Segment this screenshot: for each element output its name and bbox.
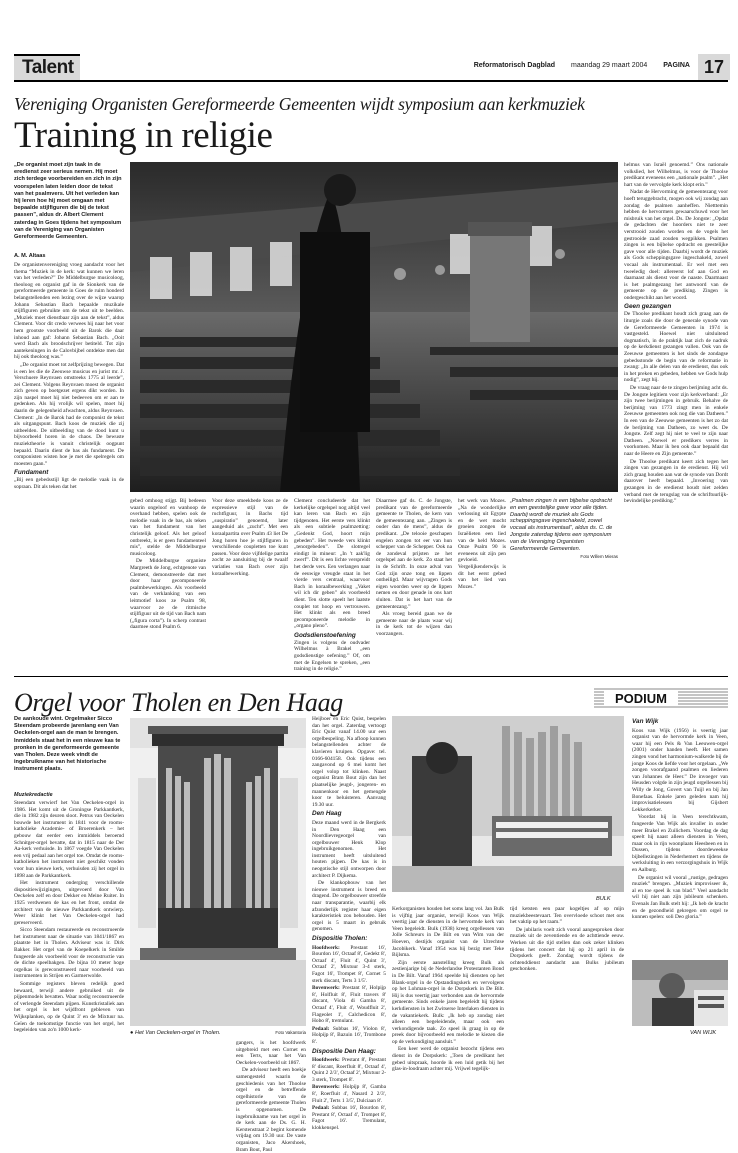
subhead-geen-gezangen: Geen gezangen	[624, 303, 672, 311]
article1-paragraph: De vraag naar de te zingen berijming acht ds. De Jongste legitiem voor zijn kerkverband: „Er zijn twee berijmingen in gebruik. Behalve de berijming van 1773 zingt men in enkele Zeeuwse gemeenten ook nog die van Datheen.” In een van de Zeeuwse gemeenten is het zo dat de berijming van Datheen, zo weet ds. De Jongste. Zelf zegt hij niet te veel te zijn naar Datheen. „Noewel er predikers verres in voorkomen. Maar ik ben ook daar bepaald dat naar de Heere en Zijn gemeente.”	[624, 385, 728, 457]
article2-column-2	[236, 1040, 306, 1153]
article1-paragraph: het werk van Mozes. „Na de wonderlijke verlossing uit Egypte en de wet mocht groeien zongen de Israëlieten een lied van de held Mozes. Onze Psalm 90 is eveneens uit zijn pen gevloeid. Vergelijkenderwijs is dit het eerst gebed van het lied van Mozes.”	[458, 498, 506, 590]
article1-column-3	[212, 498, 288, 672]
article2-paragraph: Een keer werd de organist bezocht tijdens een dienst in de Dorpskerk: „Toen de predikant het gebed uitspraak, hoorde ik een luid getik bij het glas-in-loodraam achter mij. Vrijwel tegelijk-	[392, 1046, 504, 1073]
article1-column-4	[294, 498, 370, 672]
article1-kicker: Vereniging Organisten Gereformeerde Gemeenten wijdt symposium aan kerkmuziek	[14, 94, 585, 114]
article2-column-bulk-2	[510, 906, 624, 1062]
issue-date: maandag 29 maart 2004	[571, 62, 648, 69]
article2-column-vanwijk	[632, 716, 728, 956]
article1-paragraph: Zingen is volgens de oudvader Wilhelmus à Brakel „een godsdienstige oefening.” Of, om met de Engelsen te spreken, „een training in de religie.”	[294, 639, 370, 673]
article2-paragraph: Het instrument onderging verschillende dispositiewijzigingen, uitgevoerd door Van Oeckelen zelf en door Dekker en Meine Ruiter. In 1925 verdwenen de kas en het front, omdat de architect van de nieuwe Parkkantkerk ontwierp. Weer klinkt het Van Oeckelen-orgel had gereserveerd.	[14, 880, 124, 926]
article2-paragraph: Zijn eerste aanstelling kreeg Bulk als zestienjarige bij de Nederlandse Protestanten Bond in De Bilt. Vanaf 1964 speelde hij diensten op het Blank-orgel in de Opstandingskerk en vervolgens op het Lohman-orgel in de Dorpskerk in De Bilt. Hij is dus veertig jaar verbonden aan de hervormde gemeente. Sinds enkele jaren begeleidt hij tijdens kerkdiensten in het Zwitserse Interlaken diensten in de vakantiekerk. Bulk: „Ik heb op zondag niet alleen een begeleidende, maar ook een verkondigende taak. Zo speel ik graag in op de preek door bijvoorbeeld een melodie te kiezen die op de verkondiging aansluit.”	[392, 959, 504, 1045]
article2-paragraph: De adviseur heeft een boekje samengesteld waarin de geschiedenis van het Thoolse orgel en de betreffende orgelhistorie van de gereformeerde gemeente Tholen is opgenomen. De ingebruikname van het orgel in de kerk aan de Ds. G. H. Kerstenstraat 2 begint komende vrijdag om 19.30 uur. De vaste organisten, Jaco Akershoek, Bram Bout, Paul	[236, 1067, 306, 1153]
dispositie-entry: Hoofdwerk: Prestant 16', Bourdon 16', Octaaf 8', Gedekt 8', Octaaf 4', Fluit 4', Quint 3', Octaaf 2', Mixtuur 3-4 sterk, Fagot 16', Trompet 8', Cornet 5 sterk discant, Terts 3 1/5'.	[312, 944, 386, 984]
article1-paragraph: Voor deze smeekbede koos ze de expressieve stijl van de ruchtfiguur, in Bachs tijd „suspiratio” genoemd, later aangeduid als „zucht”. Met een koraalpartita over Psalm 43 liet De Jong horen hoe je stijlfiguren in verschillende coupletten toe kunt passen. Voor deze vijfdelige partita zocht ze aansluiting bij de twaalf variaties van Bach over zijn koraalbewerking.	[212, 498, 288, 577]
article1-column-2	[130, 498, 206, 672]
article-divider	[14, 676, 728, 677]
dispositie-entry: Pedaal: Subbas 16', Violon 8', Holpijp 8', Bazuin 16', Trombone 8'.	[312, 1025, 386, 1045]
caption-bullet: ●	[130, 1030, 135, 1036]
article1-paragraph: Nadat de Hervorming de gemeentezang voor hoeft teruggebracht, mogen ook wij zondag aan zondag de psalmen aanheffen. Nietttemin hebben de hervormers gewaarschuwd voor het misbruik van het orgel. Ds. De Jongste: „Opdat de gedachten der hoorders niet te zeer verstrooid zouden worden en de vogels het gestrooide zaad zouden wegpikken. Psalmen zingen is een bijbelse opdracht en geestelijke gave voor alle tijden. Daarbij wordt de muziek als Gods scheppingsgave ingeschakeld, zowel vocaal als instrumentaal. Er wel met een tweeledig doel: allereerst lof aan God en daarnaast als dienst voor de naaste. Daarmaast is het psalmgezang het antwoord van de gemeente op de prediking. Zingen is ondergeschikt aan het woord.	[624, 189, 728, 301]
article1-byline: A. M. Altaas	[14, 253, 46, 259]
article2-paragraph: gangers, is het hoofdwerk uitgebreid met een Cornet en een Terts, naar het Van Oeckelen-voorbeeld uit 1867.	[236, 1040, 306, 1066]
subhead-van-wijk: Van Wijk	[632, 718, 659, 725]
caption-text: „Psalmen zingen is een bijbelse opdracht en een geestelijke gave voor alle tijden. Daarbij wordt de muziek als Gods scheppingsgave ingeschakeld, zowel vocaal als instrumentaal”, aldus ds. C. de Jongste zaterdag tijdens een symposium van de Vereniging Organisten Gereformeerde Gemeenten.	[510, 498, 613, 552]
bulk-label: BULK	[596, 896, 611, 902]
photo-credit: Foto Vakantoria	[275, 1030, 306, 1035]
article2-intro: De aankoude wint. Orgelmaker Sicco Steendam probeerde jarenlang een Van Oeckelen-orgel aan de man te brengen. Inmiddels staat het in een nieuwe kas te pronken in de gereformeerde gemeente van Tholen. Deze week vindt de ingebruikname van het historische instrument plaats.	[14, 716, 121, 773]
church-interior-photo	[130, 162, 618, 492]
dispositie-entry: Hoofdwerk: Prestant 8', Prestant 8' discant, Roerfluit 8', Octaaf 4', Quint 2 2/3', Octaaf 2', Mixtuur 2-3 sterk, Trompet 8'.	[312, 1057, 386, 1083]
article1-column-right	[624, 162, 728, 672]
dispositie-entry: Bovenwerk: Holpijp 8', Gamba 8', Roerfluit 4', Nasard 2 2/3', Fluit 2', Terts 1 3/5', Dulciaan 8'.	[312, 1084, 386, 1104]
page-number: 17	[698, 54, 730, 80]
article1-paragraph: De Thoolse predikant houdt zich graag aan de liturgie zoals die door de generale synode van de Gereformeerde Gemeenten in 1974 is vastgesteld. Hoewel niet uitsluitend dogmatisch, in de praktijk laat zich de nadruk op de kerkdienst gezangen vallen. Ook van de Zeeuwse gemeenten is het sinds de zondagse gebedsstonde de begin van de reformatie in zwang: „In alle delen van de eredienst, dus ook in het preken en gebeden, hebben we Gods hulp nodig”, zegt hij.	[624, 311, 728, 384]
photo-credit: Foto Willem Mieras	[580, 554, 618, 560]
article1-paragraph: De Middelburgse organiste Margreeth de Jong, echtgenote van Clement, demonstreerde dat met door haar gecomponeerde psalmbewerkingen. Als voorbeeld van de verklanking van een leitmotief koos ze Psalm 98, waarvoor ze de ritmische stijlfiguur uit de tijd van Bach nam („figura corta”). In scherp contrast daarmee stond Psalm 6.	[130, 558, 206, 631]
pagina-label: PAGINA	[663, 62, 690, 69]
photo-caption	[510, 498, 618, 561]
article1-paragraph: gebed omhoog stijgt. Bij bedeesn waarin ongeloof en wanhoop de overhand hebben, spelen ook de melodie vaak in de bas, als teken van het fundament van het christelijk geloof. Als het geloof ontbreekt, is er geen fundamenteel mis”, stelde de Middelburgse musicoloog.	[130, 498, 206, 557]
subhead-godsdienstoefening: Godsdienstoefening	[294, 631, 356, 639]
subhead-fundament: Fundament	[14, 469, 49, 477]
article2-paragraph: De organist wil vooral „rustige, gedragen muziek” brengen. „Muziek improviseer ik, al en toe speel ik van blad.” Veel aandacht wil hij niet aan zijn jubileum schenken. Evenals Jan Bulk stelt hij: „Ik heb de kracht en de gezondheid gekregen om orgel te kunnen spelen: soli Deo gloria.”	[632, 874, 728, 921]
section-tab	[14, 54, 80, 80]
subhead-dispositie-den-haag: Dispositie Den Haag:	[312, 1047, 376, 1055]
header-meta	[474, 62, 690, 69]
article2-column-bulk	[392, 906, 504, 1073]
article1-paragraph: De organistenvereniging vroeg aandacht voor het thema “Muziek in de kerk: wat kunnen we leren van het verleden?” De Middelburgse musicoloog, theoloog en organist gaf in de Sionkerk van de gereformeerde gemeente in Goes de ruim honderd belangstellenden een lezing over de wijze waarop Johann Sebastian Bach bepaalde muzikale stijlfiguren gebruikte om de tekst uit te beelden. „Muziek moet dienstbaar zijn aan de tekst”, aldus Clement. Voor dit credo verwees hij naar het voor hem grootste voorbeeld uit de Barok die daar inhoud aan gaf: Johann Sebastian Bach. „Ooit werd Bach als broodschrijver betiteld. Tot zijn aantekeningen in de Calovbijbel ontdekte men dat hij ook theoloog was.”	[14, 262, 124, 361]
article2-paragraph: De klankopbouw van het nieuwe instrument is breed en dragend. De orgelbouwer streefde naar transparantie, waarbij elk afzonderlijk register haar eigen karakteristiek zou behouden. Het orgel is 5 maart in gebruik genomen.	[312, 880, 386, 933]
koos-van-wijk-photo	[632, 960, 728, 1026]
article2-paragraph: Koos van Wijk (1956) is veertig jaar organist van de hervormde kerk in Veen, waar hij een Pels & Van Leeuwen-orgel (2001) onder handen heeft. Het samen zingen vond het harmonium-walkerde bij de jonge Koos de liefde voor het orgelaan. „We zongen voorafgaand psalmen en liederen van Johannes de Heer.” De invoeger van Heusden volgde in zijn jeugd orgellessen bij Willy de Jong, Govert van Tuijl en bij Jan Bonefaas. Enkele jaren geleden nam hij improvisatielessen bij Gijsbert Lekkerkerker.	[632, 727, 728, 813]
article2-paragraph: Deze maand werd in de Bergkerk in Den Haag een Noordlievregeorgel van orgelbouwer Henk Klop ingebruikgenomen. Het instrument heeft uitsluitend houten pijpen. De kas is in neogotische stijl ontworpen door architect P. Dijkema.	[312, 819, 386, 879]
article1-paragraph: Clement concludeerde dat het kerkelijke orgelspel nog altijd veel kan leren van Bach en zijn tijdgenoten. Het eerste vers klinkt als een subtiele psalmzetting: „Gedenkt God, hoort mijn gebeden”. Het tweede vers klinkt „tenorgebeden”. De slotregel eindigt in mineur: „In 't aak'lig zwerf”. Dit is een lichte verspreidt het derde vers. Een verlangen naar de eeuwige vreugde staat in het vierde vers centraal, waarvoor Bach in koraalbewerking „Vaket wil ich dir geben” als voorbeeld dient. Ten slotte speelt het laatste couplet tot hoop en vertrouwen. Het klinkt als een breed gecomponeerde melodie in „organo pleno”.	[294, 498, 370, 630]
article2-paragraph: Sicco Steendam restaureerde en reconstrueerde het instrument naar de situatie van 1841/1867 en plaatste het in Tholen. Adviseur was ir. Dirk Bakker. Het orgel van de Koepelkerk in Smilde fungeerde als voorbeeld voor de reconstructie van de dichte speelbakgen. De bijna 10 meter hoge orgelkas is gereconstrueerd naar voorbeeld van instrumenten in Strijen en Garmerwolde.	[14, 927, 124, 980]
subhead-dispositie-tholen: Dispositie Tholen:	[312, 935, 368, 942]
paper-name: Reformatorisch Dagblad	[473, 62, 555, 69]
vanwijk-label: VAN WIJK	[690, 1030, 717, 1036]
jan-bulk-photo	[392, 716, 624, 892]
article1-paragraph: Als vroeg bereid gaan we de gemeente naar de plaats waar wij in de kerk tot de wijzen dan voorzangers.	[376, 611, 452, 637]
article1-paragraph: De Thoolse predikant keert zich tegen het zingen van gezangen in de eredienst. Hij wil zich graag houden aan wat de synode van Dordt daarover heeft bepaald. „Invoering van gezangen in de eredienst houdt niet zelden verband met de terugslag van de schriftuurlijk-bevindelijke prediking.”	[624, 458, 728, 505]
article2-headline: Orgel voor Tholen en Den Haag	[14, 688, 344, 717]
article1-headline: Training in religie	[14, 115, 273, 156]
article2-paragraph: Sommige registers bleven redelijk goed bewaard, terwijl andere gebruiked uit de pijpenmodels bevatten. Waar nodig reconstrueerde of verlengde Steendam pijpen. Kunstkristaliek aan het orgel is het wijdfront gebleven van Wijksplanken, op de Quint 3' en de Mixtuur na. Geïen de toekomstige functie van het orgel, het begeleiden van zo'n 1000 kerk-	[14, 981, 124, 1034]
article2-byline: Muziekredactie	[14, 792, 53, 798]
article1-paragraph: „De organist moet tot zelfprijzing bewegen. Dat is een les die de Zeeuwse musicus en jurist mr. J. Verschuere Reynvaen omstreeks 1775 al leerde”, zei Clement. Volgens Reynvaen moest de organist zich geven op boetgezet ergens dikt worden. In zijn naspel moet hij niet bedeeven om er aan te gedenken. Als hij vrolijk wil spelen, moet hij daarin de gelegenheid afwachten, aldus Reynvaen. Clement: „In de Barok had de componist de tekst als uitgangspunt. Bach koos de muziek die zij uitbeelden. De uitbeelding van de dood kunt u bijvoorbeeld horen in de chaos. De bewuste muziektheorie is vanuit christelijk oogpunt bepaald. Daarin dient de bas als fundament. De componisten wisten hoe je met die spelregels om moesten gaan.”	[14, 361, 124, 467]
subhead-den-haag: Den Haag	[312, 810, 342, 818]
article2-paragraph: Heijboer en Eric Quist, bespelen dan het orgel. Zaterdag vertoogt Eric Quist vanaf 14.00 uur een orgelbespeling. Na afloop kunnen belangstellenden achter de klavieren kruipen. Opgave: tel. 0166-604158. Ook tijdens een zangavond op 6 mei komt het orgel volop tot klinken. Naast organist Bram Bout zijn dan het plaatselijke jeugd-, jongeren- en mannenkoor en het gemengde koor te beluisteren. Aanvang 19.30 uur.	[312, 716, 386, 808]
dispositie-entry: Pedaal: Subbas 16', Bourdon 8', Prestant 8', Octaaf 4', Trompet 8', Fagot 16'. Tremulant, klokkenspel.	[312, 1105, 386, 1132]
article1-paragraph: „Bij een gebedsstijl ligt de melodie vaak in de sopraan. Dit als teken dat het	[14, 477, 124, 490]
podium-label: PODIUM	[615, 691, 667, 706]
article2-column-1	[14, 800, 124, 1062]
dispositie-entry: Bovenwerk: Prestant 8', Holpijp 8', Holfluit 8', Fluit travers 8' discant, Viola di Gamba 8', Octaaf 4', Fluit 4', Woudfluit 2', Flageolet 1', Calchedicon 8', Hobo 8', tremulant.	[312, 985, 386, 1025]
article2-paragraph: tijd ketsten een paar kogeltjes af op mijn muziekbeestevaart. Ten overvloede schoot met ons het vaktip op het raam.”	[510, 906, 624, 926]
article2-paragraph: Voordat hij in Veen terechtkwam, fungeerde Van Wijk als invaller in onder meer Brakel en Zuilichem. Voordag de dag speelt hij naast alleen diensten in Veen, maar ook in rijn woonplaats Heesbeen en in Dussen, tijdens doordeweekse bijbellezingen in Nederhemert en tijdens de werksluiting in een verzorgingshuis in Wijk en Aalburg.	[632, 814, 728, 874]
article2-paragraph: Kerkorganisten houden het soms lang vol. Jan Bulk is vijftig jaar organist, terwijl Koos van Wijk veertig jaar de diensten in de hervormde kerk van Veen begeleidt. Bulk (1938) kreeg orgellessen van Jolle Schreurs in De Bilt en van Wim van der Hoeven, destijds organist van de Utrechtse Jacobikerk. Vanaf 1954 was hij bezig met Teke Bijlsma.	[392, 906, 504, 959]
section-label: Talent	[22, 57, 74, 78]
organ-caption	[130, 1030, 306, 1036]
caption-text: Het Van Oeckelen-orgel in Tholen.	[134, 1030, 221, 1036]
article1-paragraph: helmus van Israël genoemd.” Ons nationale volkslied, het Wilhelmus, is voor de Thoolse predikant eveneens een „nationale psalm”. „Het hart van de vervolgde kerk klopt erin.”	[624, 162, 728, 188]
article1-paragraph: Diaarmee gaf ds. C. de Jongste, predikant van de gereformeerde gemeente te Tholen, de kern van de gemeentezang aan. „Zingen is ouder dan de mens”, aldus de predikant. „De telooie geschapen engelen zongen tot eer van hun schepper van de Schepper. Ook na de zondeval prijsten ze het orgelspel aan de kerk. Zo staat het in de Schrift. In onze adval van God zijn onze tong en lippen ontheiligd. Maar wijvragen Gods eigen woorden weer op de lippen nemen en door genade in ons hart sluiten. Dat is het hart van de gemeentezang.”	[376, 498, 452, 610]
organ-photo	[130, 718, 306, 1026]
podium-logo	[594, 686, 728, 710]
article1-intro: „De organist moet zijn taak in de eredienst zeer serieus nemen. Hij moet zich terdege voorbereiden en zich in zijn voorspelen laten leiden door de tekst van het psalmvers. Uit het verleden kan hij leren hoe hij moet omgaan met bepaalde stijlfiguren die bij de tekst passen”, aldus dr. Albert Clement zaterdag in Goes tijdens het symposium van de Vereniging van Organisten Gereformeerde Gemeenten.	[14, 162, 122, 241]
article1-column-1	[14, 262, 124, 672]
article2-column-3	[312, 716, 386, 1132]
article2-paragraph: De jubilaris voelt zich vooral aangesproken door muziek uit de zeventiende en de achttiende eeuw. Werken uit die tijd stellen dan ook zeker klinken tijdens het concert dat hij op 21 april in de Dorpskerk geeft. Zondag wordt tijdens de ochtenddienst aandacht aan Bulks jubileum geschonken.	[510, 926, 624, 973]
article2-paragraph: Steendam verwierf het Van Oeckelen-orgel in 1986. Het komt uit de Groningse Parkkantkerk, die in 1982 zijn deuren sloot. Petrus van Oeckelen bouwde het instrument in 1841 voor de rooms-katholieke Academie- of Broerenkerk – het gebouw dat eerder een immiddels beroemd Schnitger-orgel bevatte, dat in 1815 naar de Der Aa-kerk verhuisde. In 1867 voegde Van Oeckelen een vrij pedaal aan het orgel toe. Omdat de rooms-katholieken het instrument niet geschikt vonden voor hun nieuwe kerk, verhuisden zij het orgel in 1898 aan de Parkkantkerk.	[14, 800, 124, 879]
article1-column-5	[376, 498, 452, 672]
article1-column-6	[458, 498, 506, 672]
header-rule	[14, 80, 728, 82]
masthead	[0, 44, 738, 82]
